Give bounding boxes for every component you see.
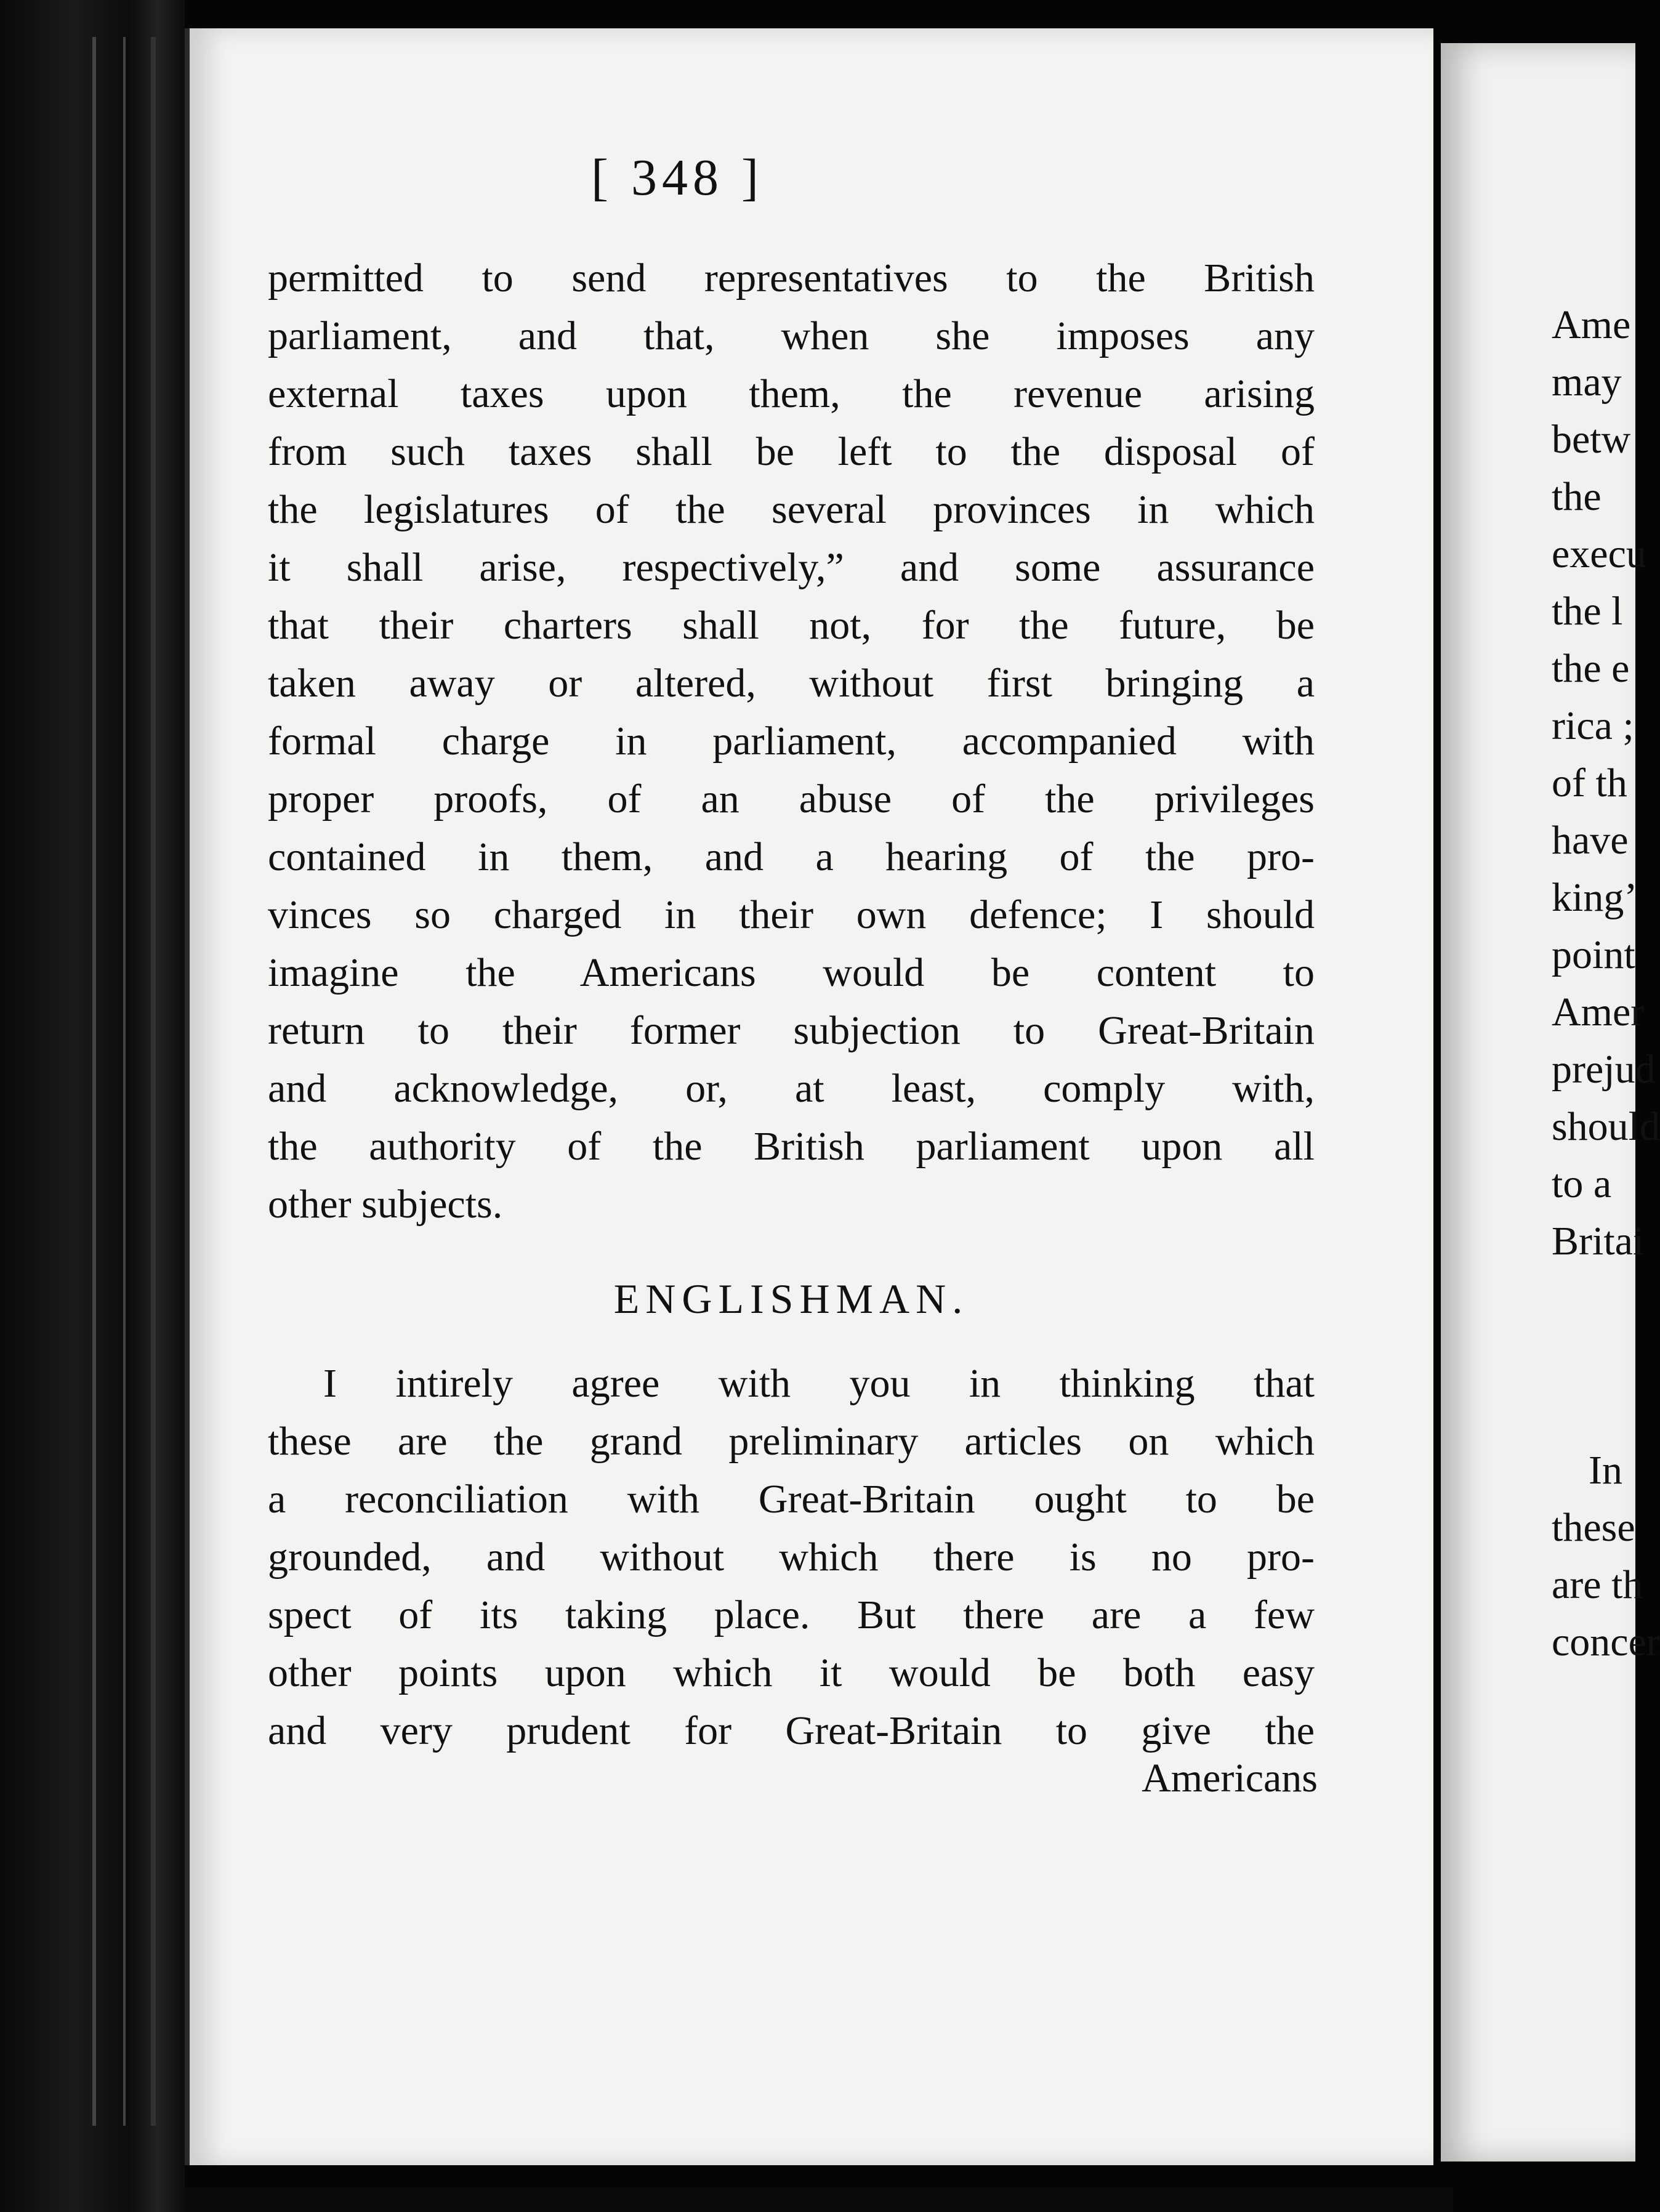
facing-line: Amer [1552,990,1645,1035]
text-line: external taxes upon them, the revenue arising [268,371,1315,416]
facing-page [1441,43,1660,2162]
text-line: these are the grand preliminary articles on which [268,1419,1315,1464]
facing-page-text-top [1552,302,1660,1275]
facing-line: have [1552,818,1629,863]
spine-edge-line [92,37,96,2126]
text-line: a reconciliation with Great-Britain ought to be [268,1477,1315,1522]
facing-line: point [1552,932,1635,977]
catchword: Americans [1142,1756,1318,1801]
text-line: vinces so charged in their own defence; I should [268,892,1315,937]
spine-edge-line [123,37,126,2126]
text-line: proper proofs, of an abuse of the privileges [268,777,1315,821]
facing-line: should [1552,1104,1660,1149]
facing-line: Ame [1552,302,1631,347]
bottom-edge [185,2187,1453,2212]
page-number: [ 348 ] [591,149,764,206]
paragraph-1 [268,249,1315,1233]
text-line: I intirely agree with you in thinking that [323,1361,1315,1406]
text-line: imagine the Americans would be content to [268,950,1315,995]
facing-line: the e [1552,646,1630,691]
text-line: from such taxes shall be left to the disposal of [268,429,1315,474]
text-line: parliament, and that, when she imposes any [268,313,1315,358]
facing-line: king’ [1552,875,1638,920]
text-line: contained in them, and a hearing of the pro- [268,834,1315,879]
book-spine [0,0,185,2212]
text-line: that their charters shall not, for the future, be [268,603,1315,648]
facing-line: may [1552,360,1622,405]
text-line: grounded, and without which there is no pro- [268,1535,1315,1580]
facing-line: execu [1552,531,1646,576]
facing-page-text-bottom [1552,1447,1660,1676]
text-line: return to their former subjection to Great-Britain [268,1008,1315,1053]
facing-line: are th [1552,1562,1643,1607]
text-line: taken away or altered, without first bringing a [268,661,1315,706]
text-line: it shall arise, respectively,” and some assurance [268,545,1315,590]
text-line: other subjects. [268,1182,503,1227]
text-line: and acknowledge, or, at least, comply with, [268,1066,1315,1111]
facing-line: prejud [1552,1047,1656,1092]
text-line: permitted to send representatives to the British [268,256,1315,301]
facing-line: the l [1552,589,1623,634]
section-heading: ENGLISHMAN. [613,1275,969,1322]
facing-line: to a [1552,1161,1612,1206]
facing-line: concer [1552,1620,1660,1665]
facing-line: these [1552,1505,1635,1550]
text-line: formal charge in parliament, accompanied with [268,719,1315,764]
text-line: the legislatures of the several provinces in which [268,487,1315,532]
spine-edge-line [151,37,156,2126]
facing-line: Britai [1552,1219,1645,1264]
facing-line: betw [1552,417,1631,462]
facing-line: rica ; [1552,703,1634,748]
text-line: and very prudent for Great-Britain to give the [268,1708,1315,1753]
facing-line: the [1552,474,1602,519]
text-line: other points upon which it would be both easy [268,1650,1315,1695]
text-line: spect of its taking place. But there are a few [268,1592,1315,1637]
paragraph-2 [268,1355,1315,1760]
facing-line: of th [1552,761,1627,805]
facing-line: In [1589,1448,1622,1493]
text-line: the authority of the British parliament upon all [268,1124,1315,1169]
